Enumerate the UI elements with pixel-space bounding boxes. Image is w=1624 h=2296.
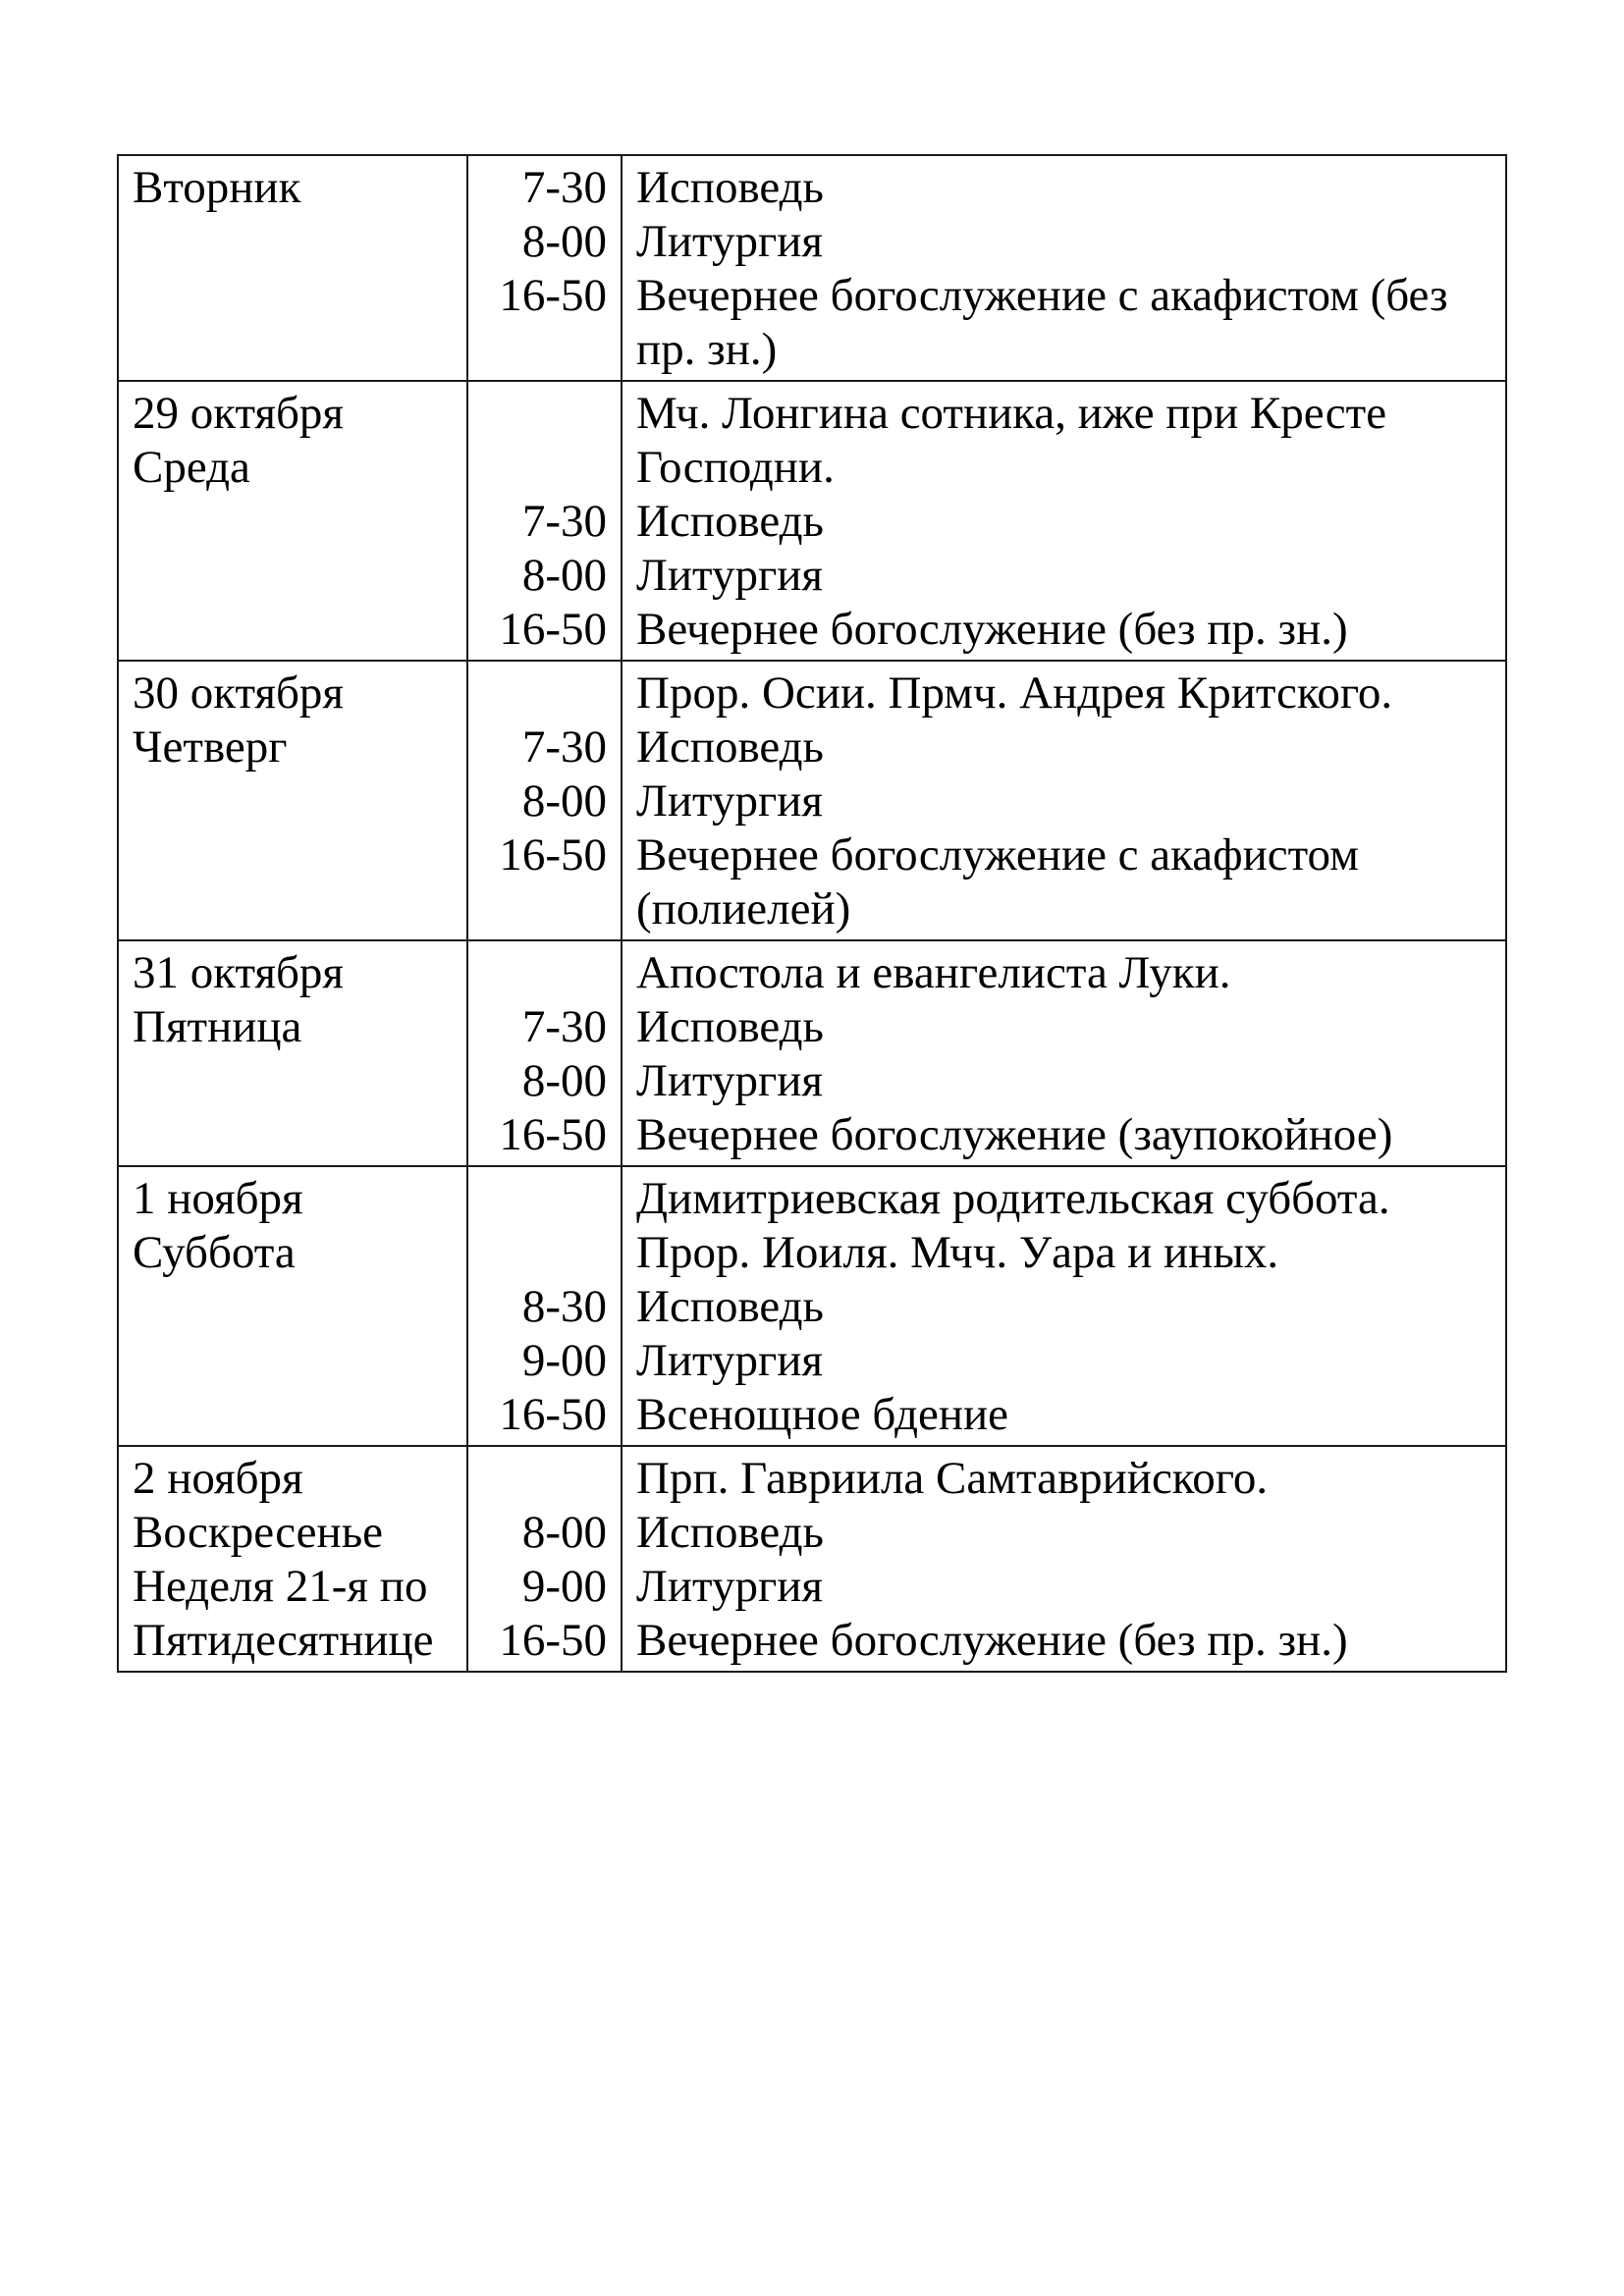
service-cell [622, 661, 1506, 940]
day-line: 29 октября [133, 388, 345, 439]
service-line: Вечернее богослужение с акафистом (без [636, 270, 1448, 321]
service-line: Вечернее богослужение с акафистом [636, 829, 1359, 881]
table-row [118, 1166, 1506, 1446]
day-cell [118, 1166, 467, 1446]
service-line: Мч. Лонгина сотника, иже при Кресте [636, 388, 1387, 439]
day-line: Неделя 21-я по [133, 1561, 428, 1612]
day-line: Вторник [133, 162, 301, 213]
service-line: Литургия [636, 216, 823, 267]
time-value: 8-00 [521, 775, 607, 827]
time-cell [467, 1446, 622, 1672]
day-cell [118, 155, 467, 381]
service-line: Вечернее богослужение (заупокойное) [636, 1109, 1393, 1160]
service-cell [622, 1446, 1506, 1672]
time-cell [467, 940, 622, 1166]
service-line: Литургия [636, 1055, 823, 1106]
time-value: 7-30 [521, 496, 607, 547]
service-line: Вечернее богослужение (без пр. зн.) [636, 1615, 1348, 1666]
time-value: 16-50 [499, 829, 607, 881]
time-value: 9-00 [521, 1561, 607, 1612]
service-cell [622, 381, 1506, 661]
day-cell [118, 940, 467, 1166]
time-cell [467, 1166, 622, 1446]
service-line: (полиелей) [636, 883, 851, 934]
time-value: 7-30 [521, 162, 607, 213]
service-line: Вечернее богослужение (без пр. зн.) [636, 604, 1348, 655]
service-line: Господни. [636, 442, 835, 493]
service-line: Прп. Гавриила Самтаврийского. [636, 1453, 1269, 1504]
day-line: 2 ноября [133, 1453, 303, 1504]
day-line: Пятница [133, 1001, 302, 1052]
service-line: пр. зн.) [636, 324, 778, 375]
service-line: Прор. Осии. Прмч. Андрея Критского. [636, 667, 1393, 719]
day-line: 30 октября [133, 667, 345, 719]
table-row [118, 381, 1506, 661]
time-value [482, 387, 607, 441]
time-value: 8-30 [521, 1281, 607, 1332]
time-value: 16-50 [499, 604, 607, 655]
service-cell [622, 155, 1506, 381]
service-line: Димитриевская родительская суббота. [636, 1173, 1390, 1224]
time-value [482, 946, 607, 1000]
service-line: Всенощное бдение [636, 1389, 1009, 1440]
time-value: 7-30 [521, 721, 607, 773]
service-line: Литургия [636, 775, 823, 827]
time-value: 16-50 [499, 1389, 607, 1440]
time-value: 8-00 [521, 216, 607, 267]
day-line: 31 октября [133, 947, 345, 998]
day-cell [118, 661, 467, 940]
service-line: Исповедь [636, 162, 824, 213]
time-value [482, 441, 607, 495]
service-line: Исповедь [636, 496, 824, 547]
day-cell [118, 1446, 467, 1672]
time-value: 16-50 [499, 270, 607, 321]
time-value: 9-00 [521, 1335, 607, 1386]
table-row [118, 155, 1506, 381]
table-row [118, 940, 1506, 1166]
service-line: Исповедь [636, 1001, 824, 1052]
day-line: Суббота [133, 1227, 296, 1278]
time-value: 16-50 [499, 1615, 607, 1666]
day-line: 1 ноября [133, 1173, 303, 1224]
day-line: Четверг [133, 721, 288, 773]
time-value [482, 1172, 607, 1226]
time-value [482, 667, 607, 721]
day-line: Пятидесятнице [133, 1615, 434, 1666]
time-cell [467, 381, 622, 661]
day-line: Воскресенье [133, 1507, 383, 1558]
time-value: 8-00 [521, 550, 607, 601]
day-line: Среда [133, 442, 250, 493]
service-line: Литургия [636, 550, 823, 601]
time-value [482, 1226, 607, 1280]
time-value [482, 1452, 607, 1506]
service-line: Исповедь [636, 1281, 824, 1332]
table-row [118, 661, 1506, 940]
time-value: 8-00 [521, 1055, 607, 1106]
schedule-table [117, 154, 1507, 1673]
service-line: Литургия [636, 1335, 823, 1386]
service-line: Литургия [636, 1561, 823, 1612]
service-line: Прор. Иоиля. Мчч. Уара и иных. [636, 1227, 1279, 1278]
service-line: Исповедь [636, 721, 824, 773]
time-value: 16-50 [499, 1109, 607, 1160]
time-cell [467, 661, 622, 940]
time-cell [467, 155, 622, 381]
service-line: Апостола и евангелиста Луки. [636, 947, 1231, 998]
table-row [118, 1446, 1506, 1672]
service-cell [622, 940, 1506, 1166]
day-cell [118, 381, 467, 661]
time-value: 8-00 [521, 1507, 607, 1558]
service-line: Исповедь [636, 1507, 824, 1558]
service-cell [622, 1166, 1506, 1446]
time-value: 7-30 [521, 1001, 607, 1052]
